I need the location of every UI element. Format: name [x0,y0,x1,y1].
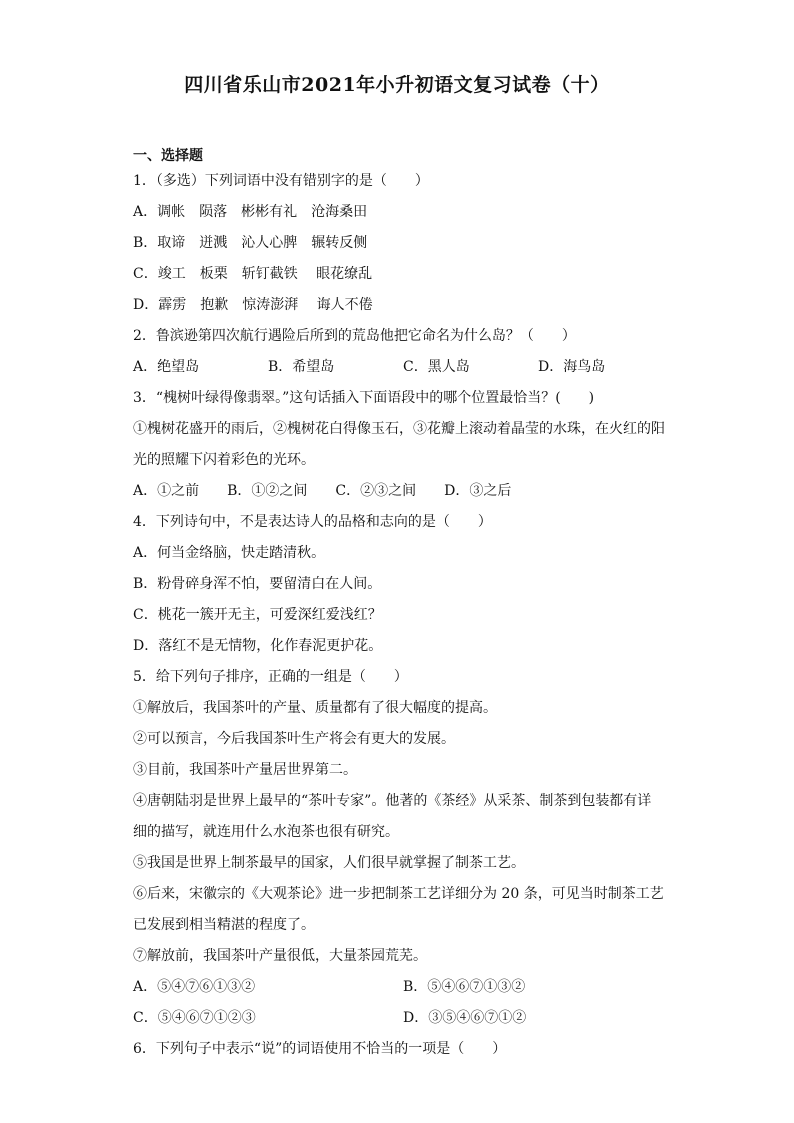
q1-option-d: D．霹雳 抱歉 惊涛澎湃 诲人不倦 [133,297,373,313]
q2-options [133,356,673,387]
q5-sentence-3: ③目前，我国茶叶产量居世界第二。 [133,762,357,778]
q3-passage-line-2: 光的照耀下闪着彩色的光环。 [133,452,315,468]
q2-option-c: C．黑人岛 [403,359,470,375]
question-list [133,170,673,1069]
q5-options-row-1 [133,976,673,1007]
q4-option-c: C．桃花一簇开无主，可爱深红爱浅红？ [133,607,382,623]
q5-options-row-2 [133,1007,673,1038]
q5-option-d: D．③⑤④⑥⑦①② [403,1010,527,1026]
q5-sentence-2: ②可以预言，今后我国茶叶生产将会有更大的发展。 [133,731,455,747]
q5-sentence-1: ①解放后，我国茶叶的产量、质量都有了很大幅度的提高。 [133,700,497,716]
q5-sentence-6-line-1: ⑥后来，宋徽宗的《大观茶论》进一步把制茶工艺详细分为 20 条，可见当时制茶工艺 [133,886,664,902]
q5-option-a: A．⑤④⑦⑥①③② [133,979,256,995]
q5-option-b: B．⑤④⑥⑦①③② [403,979,526,995]
q6-stem: 6．下列句子中表示“说”的词语使用不恰当的一项是（ ） [133,1041,507,1057]
q4-option-b: B．粉骨碎身浑不怕，要留清白在人间。 [133,576,382,592]
q1-option-c: C．竣工 板栗 斩钉截铁 眼花缭乱 [133,266,373,282]
q1-option-a: A．调帐 陨落 彬彬有礼 沧海桑田 [133,204,368,220]
q5-sentence-4-line-1: ④唐朝陆羽是世界上最早的“茶叶专家”。他著的《茶经》从采茶、制茶到包装都有详 [133,793,652,809]
q3-passage-line-1: ①槐树花盛开的雨后，②槐树花白得像玉石，③花瓣上滚动着晶莹的水珠，在火红的阳 [133,421,665,437]
q5-option-c: C．⑤④⑥⑦①②③ [133,1010,256,1026]
q2-stem: 2．鲁滨逊第四次航行遇险后所到的荒岛他把它命名为什么岛？（ ） [133,328,576,344]
q2-option-d: D．海鸟岛 [538,359,606,375]
q1-option-b: B．取谛 迸溅 沁人心脾 辗转反侧 [133,235,368,251]
q5-sentence-6-line-2: 已发展到相当精湛的程度了。 [133,917,315,933]
page-title: 四川省乐山市2021年小升初语文复习试卷（十） [184,74,610,96]
q4-option-a: A．何当金络脑，快走踏清秋。 [133,545,326,561]
q2-option-b: B．希望岛 [268,359,335,375]
q5-sentence-4-line-2: 细的描写，就连用什么水泡茶也很有研究。 [133,824,399,840]
q5-sentence-7: ⑦解放前，我国茶叶产量很低，大量茶园荒芜。 [133,948,427,964]
q5-stem: 5．给下列句子排序，正确的一组是（ ） [133,669,408,685]
q2-option-a: A．绝望岛 [133,359,200,375]
q3-stem: 3．“槐树叶绿得像翡翠。”这句话插入下面语段中的哪个位置最恰当？( ) [133,390,595,406]
q4-stem: 4．下列诗句中，不是表达诗人的品格和志向的是（ ） [133,514,492,530]
section-heading: 一、选择题 [133,148,203,164]
q4-option-d: D．落红不是无情物，化作春泥更护花。 [133,638,383,654]
q1-stem: 1．（多选）下列词语中没有错别字的是（ ） [133,173,429,189]
q5-sentence-5: ⑤我国是世界上制茶最早的国家，人们很早就掌握了制茶工艺。 [133,855,525,871]
q3-options: A．①之前 B．①②之间 C．②③之间 D．③之后 [133,483,512,499]
